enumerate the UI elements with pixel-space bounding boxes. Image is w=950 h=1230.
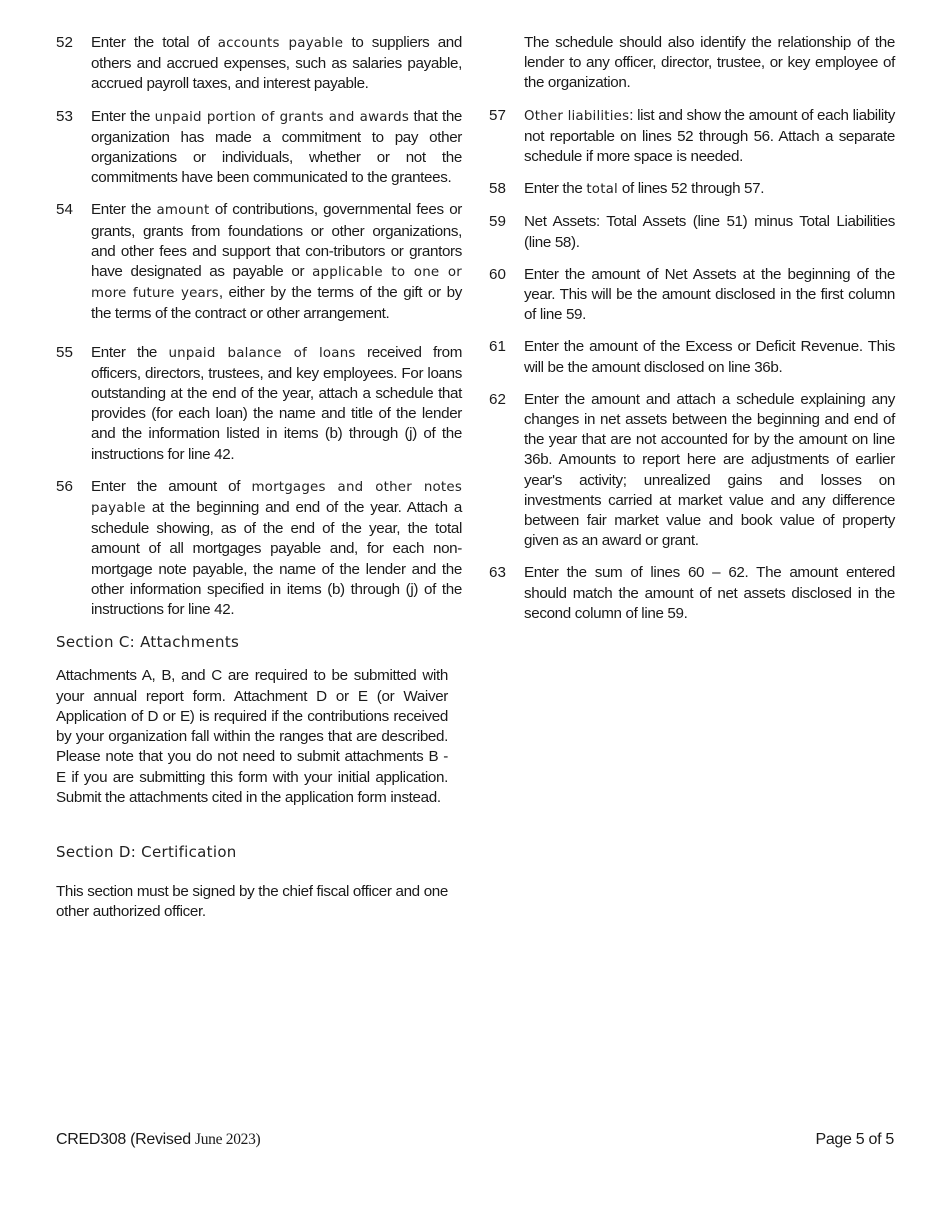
section-d-heading: Section D: Certification bbox=[56, 842, 237, 861]
right-column bbox=[489, 33, 895, 636]
instruction-item: 59 Net Assets: Total Assets (line 51) minus Total Liabilities (line 58). bbox=[489, 212, 895, 252]
keyword: applicable to one or more future years bbox=[91, 265, 462, 302]
line-number: 61 bbox=[489, 338, 506, 356]
line-number: 57 bbox=[489, 106, 506, 124]
keyword: mortgages and other notes payable bbox=[91, 479, 462, 517]
left-column bbox=[56, 33, 462, 923]
instruction-item: 61 Enter the amount of the Excess or Deficit Revenue. This will be the amount disclosed on line 36b. bbox=[489, 337, 895, 377]
keyword: total bbox=[586, 182, 618, 198]
instruction-item: 60 Enter the amount of Net Assets at the beginning of the year. This will be the amount disclosed in the first column of line 59. bbox=[489, 265, 895, 326]
line-number: 53 bbox=[56, 107, 73, 125]
continuation-text: The schedule should also identify the relationship of the lender to any officer, director, trustee, or key employee of the organization. bbox=[524, 34, 895, 92]
line-number: 60 bbox=[489, 265, 506, 283]
section-d-text: This section must be signed by the chief fiscal officer and one other authorized officer. bbox=[56, 883, 448, 921]
keyword: unpaid portion of grants and awards bbox=[154, 109, 409, 125]
page-number: Page 5 of 5 bbox=[815, 1131, 894, 1148]
instruction-item: 53 Enter the unpaid portion of grants and awards that the organization has made a commitment to pay other organizations or individuals, whether or not the commitments have been communicated to the grantees. bbox=[56, 107, 462, 189]
line-number: 58 bbox=[489, 180, 506, 198]
line-number: 52 bbox=[56, 34, 73, 51]
section-c-text: Attachments A, B, and C are required to be submitted with your annual report form. Attachment D or E (or Waiver Application of D or E) is required if the contributions received by your organization fall within the ranges that are described. Please note that you do not need to submit attachments B - E if you are submitting this form with your initial application. Submit the attachments cited in the application form instead. bbox=[56, 667, 448, 806]
instruction-item: 63 Enter the sum of lines 60 – 62. The amount entered should match the amount of net assets disclosed in the second column of line 59. bbox=[489, 563, 895, 624]
instruction-item: 52 Enter the total of accounts payable to suppliers and others and accrued expenses, such as salaries payable, accrued payroll taxes, and interest payable. bbox=[56, 33, 462, 95]
line-number: 56 bbox=[56, 477, 73, 495]
instruction-item: 58 Enter the total of lines 52 through 57. bbox=[489, 179, 895, 200]
keyword: amount bbox=[156, 203, 210, 219]
line-number: 55 bbox=[56, 343, 73, 361]
form-revision: CRED308 (Revised June 2023) bbox=[56, 1131, 261, 1148]
revision-date: June 2023) bbox=[194, 1131, 261, 1148]
instruction-item: 62 Enter the amount and attach a schedule explaining any changes in net assets between the beginning and end of the year that are not accounted for by the amount on line 36b. Amounts to report here are adjustments of earlier year's activity; unrealized gains and losses on investments carried at market value and any difference between fair market value and book value of property given as an award or grant. bbox=[489, 390, 895, 552]
keyword: Other liabilities bbox=[524, 108, 630, 124]
section-c-heading: Section C: Attachments bbox=[56, 633, 240, 652]
line-number: 54 bbox=[56, 201, 73, 219]
instruction-item: 56 Enter the amount of mortgages and other notes payable at the beginning and end of the year. Attach a schedule showing, as of the end of the year, the total amount of all mortgages payable and, for each non-mortgage note payable, the name of the lender and the other information specified in items (b) through (j) of the instructions for line 42. bbox=[56, 477, 462, 620]
line-number: 62 bbox=[489, 390, 506, 408]
instruction-item: 57 Other liabilities: list and show the amount of each liability not reportable on lines 52 through 56. Attach a separate schedule if more space is needed. bbox=[489, 106, 895, 168]
keyword: accounts payable bbox=[217, 36, 344, 51]
line-number: 59 bbox=[489, 213, 506, 231]
instruction-item: 55 Enter the unpaid balance of loans received from officers, directors, trustees, and key employees. For loans outstanding at the end of the year, attach a schedule that provides (for each loan) the name and title of the lender and the information listed in items (b) through (j) of the instructions for line 42. bbox=[56, 343, 462, 465]
line-number: 63 bbox=[489, 564, 506, 582]
instruction-item: 54 Enter the amount of contributions, governmental fees or grants, grants from foundations or other organizations, and other fees and support that con-tributors or grantors have designated as payable or applicable to one or more future years, either by the terms of the gift or by the terms of the contract or other arrangement. bbox=[56, 200, 462, 324]
keyword: unpaid balance of loans bbox=[168, 345, 356, 361]
